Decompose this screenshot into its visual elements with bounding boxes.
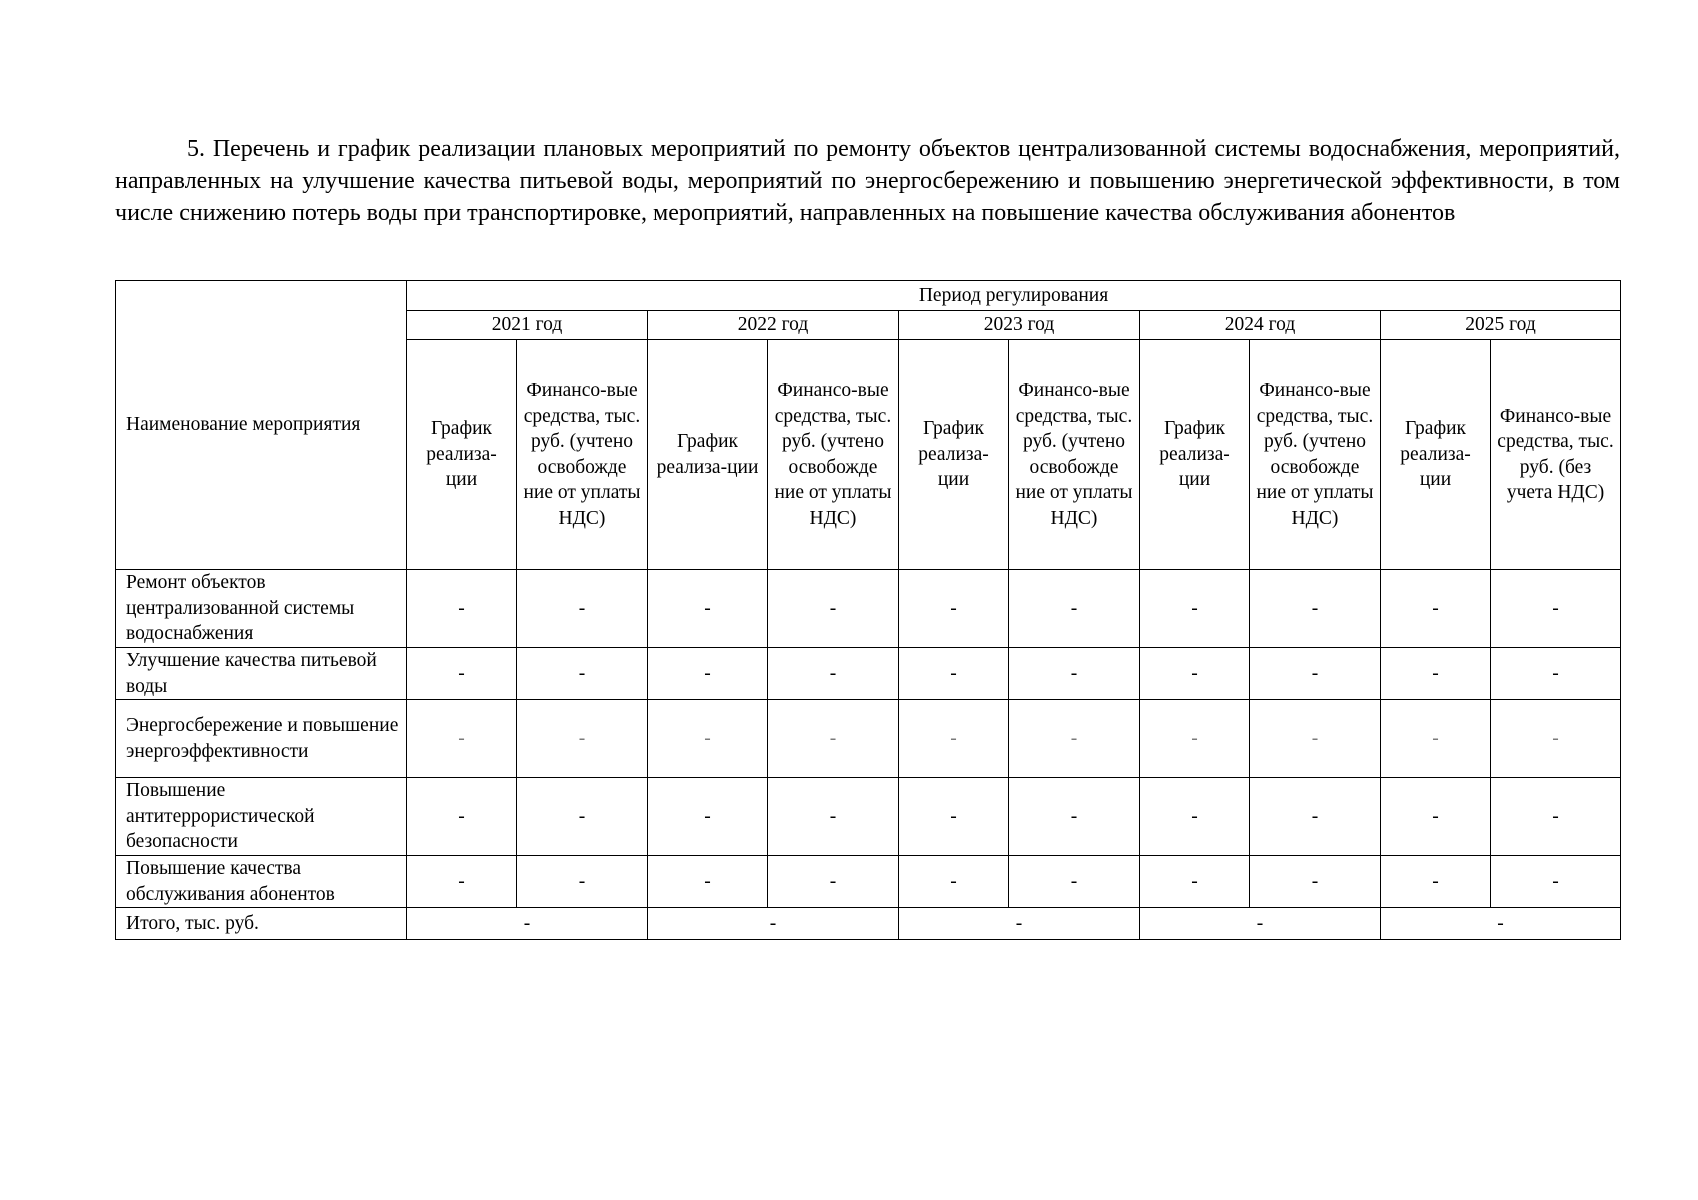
table-cell: - xyxy=(1250,570,1381,648)
table-cell: - xyxy=(648,570,768,648)
table-cell: - xyxy=(407,778,517,856)
table-cell: - xyxy=(1140,648,1250,700)
table-cell: - xyxy=(407,700,517,778)
table-cell: - xyxy=(899,648,1009,700)
finance-header: Финансо-вые средства, тыс. руб. (учтено освобожде ние от уплаты НДС) xyxy=(1009,340,1140,570)
row-name: Повышение качества обслуживания абонентов xyxy=(116,856,407,908)
table-cell: - xyxy=(1491,570,1621,648)
table-cell: - xyxy=(407,648,517,700)
row-name: Улучшение качества питьевой воды xyxy=(116,648,407,700)
table-cell: - xyxy=(1009,778,1140,856)
table-cell: - xyxy=(1250,856,1381,908)
finance-header: Финансо-вые средства, тыс. руб. (учтено освобожде ние от уплаты НДС) xyxy=(768,340,899,570)
year-header: 2022 год xyxy=(648,311,899,340)
table-row xyxy=(116,778,1621,856)
table-cell: - xyxy=(1009,856,1140,908)
row-name: Ремонт объектов централизованной системы водоснабжения xyxy=(116,570,407,648)
activity-name-header: Наименование мероприятия xyxy=(116,281,407,570)
year-header: 2025 год xyxy=(1381,311,1621,340)
table-cell: - xyxy=(517,856,648,908)
schedule-header: График реализа-ции xyxy=(1140,340,1250,570)
table-cell: - xyxy=(648,778,768,856)
year-header: 2021 год xyxy=(407,311,648,340)
table-cell: - xyxy=(899,700,1009,778)
table-cell: - xyxy=(1381,700,1491,778)
table-cell: - xyxy=(1491,700,1621,778)
table-cell: - xyxy=(1491,778,1621,856)
schedule-header: График реализа-ции xyxy=(1381,340,1491,570)
total-cell: - xyxy=(1140,908,1381,940)
table-cell: - xyxy=(1140,700,1250,778)
schedule-header: График реализа-ции xyxy=(899,340,1009,570)
table-cell: - xyxy=(407,570,517,648)
section-heading: 5. Перечень и график реализации плановых мероприятий по ремонту объектов централизованной системы водоснабжения, мероприятий, направленных на улучшение качества питьевой воды, мероприятий по энергосбережению и повышению энергетической эффективности, в том числе снижению потерь воды при транспортировке, мероприятий, направленных на повышение качества обслуживания абонентов xyxy=(115,136,1620,226)
table-cell: - xyxy=(1250,648,1381,700)
table-cell: - xyxy=(1140,570,1250,648)
total-cell: - xyxy=(1381,908,1621,940)
table-cell: - xyxy=(1491,856,1621,908)
table-cell: - xyxy=(648,856,768,908)
table-cell: - xyxy=(1250,778,1381,856)
table-cell: - xyxy=(768,778,899,856)
total-row xyxy=(116,908,1621,940)
schedule-header: График реализа-ции xyxy=(648,340,768,570)
table-cell: - xyxy=(1491,648,1621,700)
total-cell: - xyxy=(407,908,648,940)
table-cell: - xyxy=(768,700,899,778)
table-cell: - xyxy=(517,700,648,778)
row-name: Энергосбережение и повышение энергоэффективности xyxy=(116,700,407,778)
year-header: 2024 год xyxy=(1140,311,1381,340)
table-cell: - xyxy=(517,648,648,700)
table-cell: - xyxy=(517,570,648,648)
table-cell: - xyxy=(1140,856,1250,908)
row-name: Повышение антитеррористической безопасности xyxy=(116,778,407,856)
table-cell: - xyxy=(1381,570,1491,648)
table-cell: - xyxy=(768,648,899,700)
table-cell: - xyxy=(899,570,1009,648)
table-cell: - xyxy=(648,700,768,778)
table-cell: - xyxy=(1140,778,1250,856)
total-cell: - xyxy=(648,908,899,940)
table-row xyxy=(116,856,1621,908)
table-cell: - xyxy=(1250,700,1381,778)
table-cell: - xyxy=(768,856,899,908)
header-row-period xyxy=(116,281,1621,311)
table-cell: - xyxy=(899,856,1009,908)
schedule-header: График реализа-ции xyxy=(407,340,517,570)
table-cell: - xyxy=(1381,648,1491,700)
year-header: 2023 год xyxy=(899,311,1140,340)
finance-header: Финансо-вые средства, тыс. руб. (учтено освобожде ние от уплаты НДС) xyxy=(1250,340,1381,570)
activities-schedule-table xyxy=(115,280,1621,940)
table-cell: - xyxy=(1381,778,1491,856)
finance-header-last: Финансо-вые средства, тыс. руб. (без учета НДС) xyxy=(1491,340,1621,570)
table-cell: - xyxy=(899,778,1009,856)
total-cell: - xyxy=(899,908,1140,940)
table-row xyxy=(116,648,1621,700)
table-cell: - xyxy=(648,648,768,700)
table-cell: - xyxy=(1381,856,1491,908)
finance-header: Финансо-вые средства, тыс. руб. (учтено освобожде ние от уплаты НДС) xyxy=(517,340,648,570)
table-row xyxy=(116,570,1621,648)
table-cell: - xyxy=(517,778,648,856)
table-row xyxy=(116,700,1621,778)
table-cell: - xyxy=(1009,570,1140,648)
table-cell: - xyxy=(1009,700,1140,778)
table-cell: - xyxy=(768,570,899,648)
period-header: Период регулирования xyxy=(407,281,1621,311)
table-cell: - xyxy=(407,856,517,908)
total-label: Итого, тыс. руб. xyxy=(116,908,407,940)
table-cell: - xyxy=(1009,648,1140,700)
